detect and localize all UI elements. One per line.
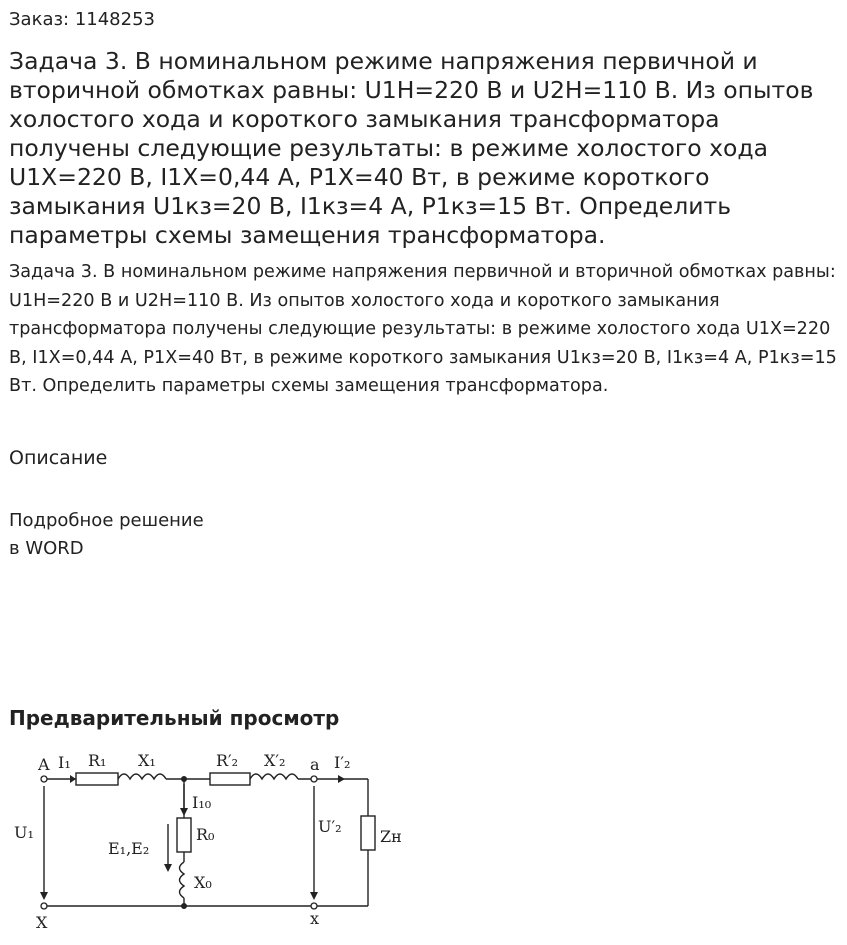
terminal-a-label: a <box>310 755 320 774</box>
description-label: Описание <box>9 447 108 469</box>
solution-line: в WORD <box>9 538 84 559</box>
resistor-R2-label: R′₂ <box>216 751 239 770</box>
resistor-R1-label: R₁ <box>88 751 107 770</box>
task-body: Задача 3. В номинальном режиме напряжения первичной и вторичной обмотках равны: U1Н=220 В и U2Н=110 В. Из опытов холостого хода и короткого замыкания трансформатора получены следующие результаты: в режиме холостого хода U1Х=220 В, I1Х=0,44 А, Р1Х=40 Вт, в режиме короткого замыкания U1кз=20 В, I1кз=4 А, Р1кз=15 Вт. Определить параметры схемы замещения трансформатора. <box>9 262 837 397</box>
emf-E-label: E₁,E₂ <box>108 839 150 858</box>
solution-note <box>9 507 204 563</box>
solution-line: Подробное решение <box>9 510 204 531</box>
terminal-x-label: x <box>310 909 320 928</box>
resistor-R0-label: R₀ <box>196 825 215 844</box>
equivalent-circuit-diagram <box>8 742 418 937</box>
current-I10-label: I₁₀ <box>192 793 212 812</box>
preview-title: Предварительный просмотр <box>9 706 340 730</box>
reactance-X2-label: X′₂ <box>264 751 286 770</box>
reactance-X1-label: X₁ <box>138 751 156 770</box>
terminal-A-label: A <box>38 755 50 774</box>
voltage-U2-label: U′₂ <box>318 817 342 836</box>
reactance-X0-label: X₀ <box>194 873 212 892</box>
terminal-X-label: X <box>36 913 48 932</box>
current-I1-label: I₁ <box>58 753 71 772</box>
task-title: Задача 3. В номинальном режиме напряжения первичной и вторичной обмотках равны: U1Н=220 В и U2Н=110 В. Из опытов холостого хода и короткого замыкания трансформатора получены следующие результаты: в режиме холостого хода U1Х=220 В, I1Х=0,44 А, Р1Х=40 Вт, в режиме короткого замыкания U1кз=20 В, I1кз=4 А, Р1кз=15 Вт. Определить параметры схемы замещения трансформатора. <box>9 47 814 249</box>
order-number: Заказ: 1148253 <box>9 9 155 30</box>
current-I2-label: I′₂ <box>334 753 351 772</box>
load-ZH-label: Zн <box>380 827 402 846</box>
voltage-U1-label: U₁ <box>14 823 34 842</box>
